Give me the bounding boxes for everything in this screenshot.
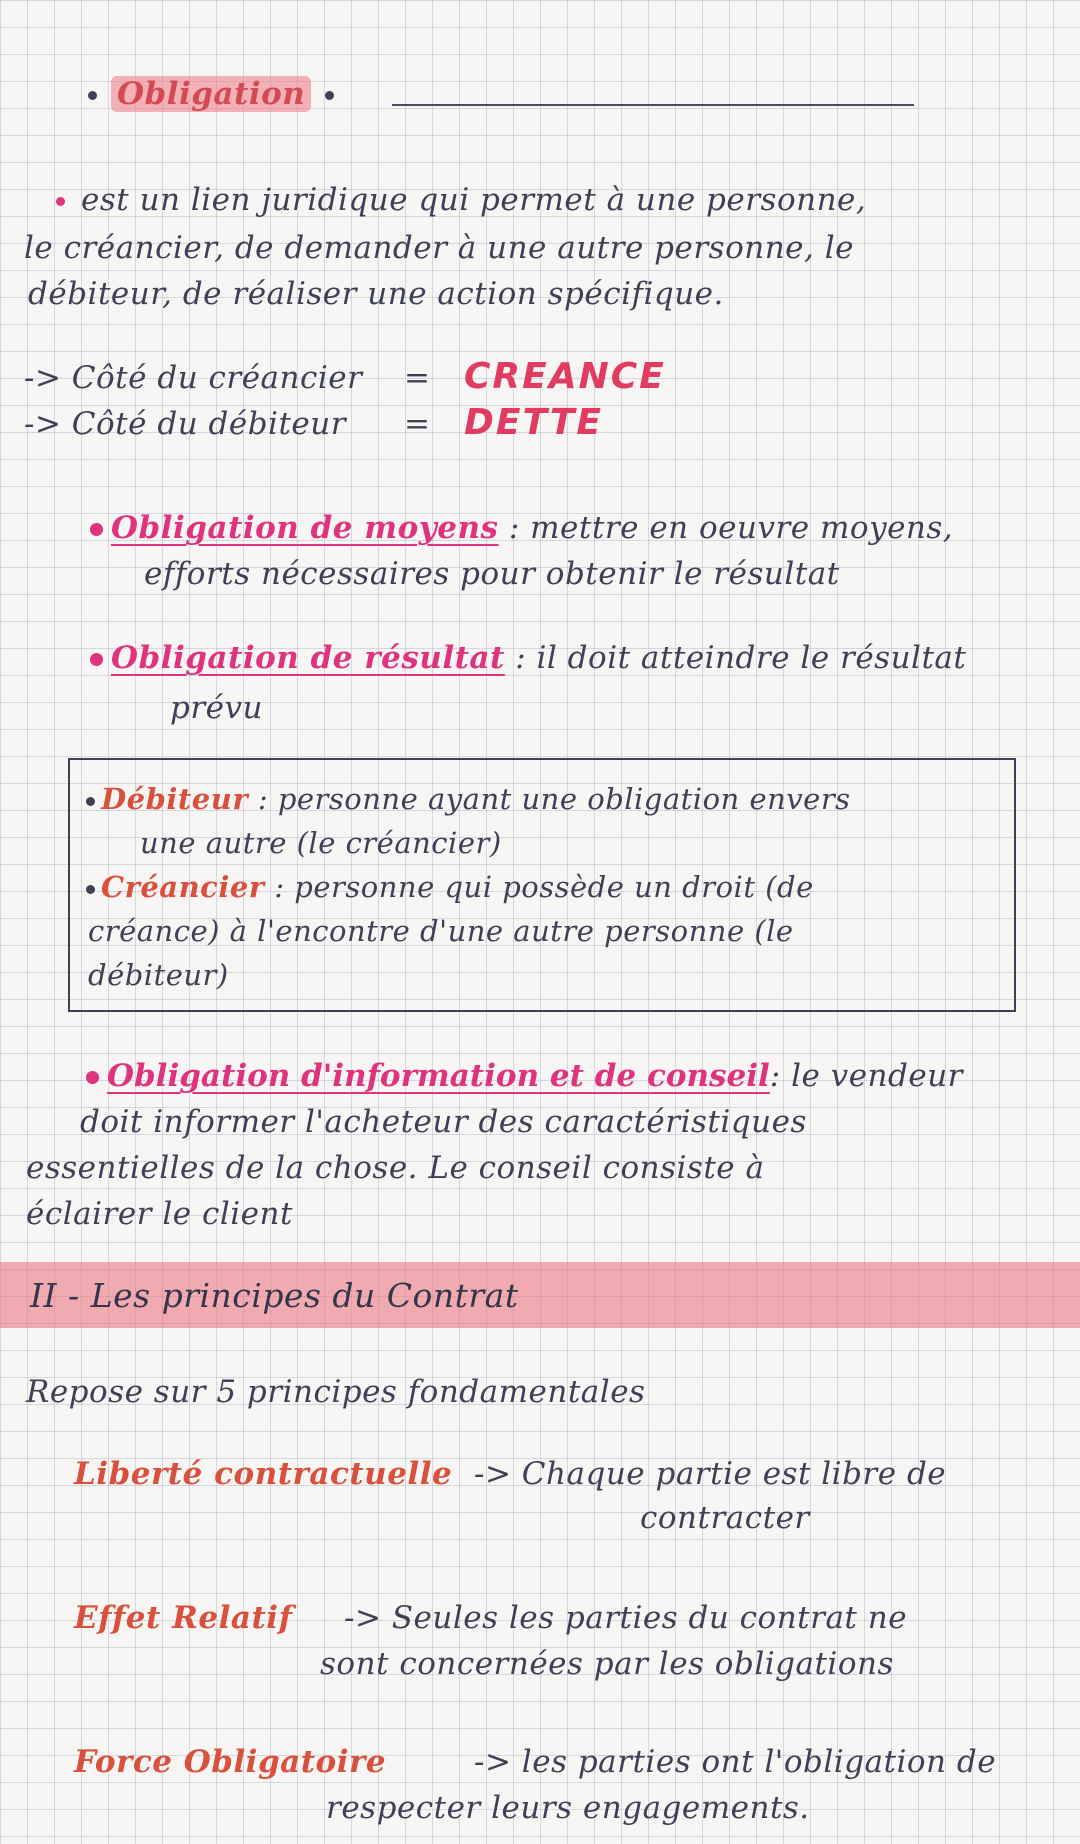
- bullet-icon: [86, 885, 95, 894]
- moyens-line-1: Obligation de moyens : mettre en oeuvre moyens,: [90, 510, 953, 546]
- moyens-term: Obligation de moyens: [111, 510, 499, 546]
- information-line-1: Obligation d'information et de conseil: le vendeur: [86, 1058, 963, 1094]
- debiteur-term: Débiteur: [101, 782, 249, 816]
- bullet-icon: [86, 797, 95, 806]
- definition-line-2: le créancier, de demander à une autre personne, le: [24, 230, 854, 266]
- principle-liberte-line-1: Liberté contractuelle -> Chaque partie est libre de: [74, 1456, 947, 1492]
- principle-force-line-2: respecter leurs engagements.: [326, 1790, 810, 1826]
- bullet-icon: [90, 653, 103, 666]
- principle-term: Liberté contractuelle: [74, 1456, 453, 1492]
- principle-liberte-line-2: contracter: [640, 1500, 810, 1536]
- bullet-icon: [90, 523, 103, 536]
- moyens-line-2: efforts nécessaires pour obtenir le résultat: [144, 556, 840, 592]
- information-line-3: essentielles de la chose. Le conseil consiste à: [26, 1150, 765, 1186]
- dette-value: DETTE: [464, 402, 604, 443]
- principle-force-line-1: Force Obligatoire -> les parties ont l'obligation de: [74, 1744, 997, 1780]
- creance-value: CREANCE: [464, 356, 666, 397]
- heading-rule: [392, 104, 914, 106]
- obligation-heading: [88, 76, 348, 112]
- creancier-line-2: créance) à l'encontre d'une autre personne (le: [88, 914, 794, 948]
- resultat-line-1: Obligation de résultat : il doit atteindre le résultat: [90, 640, 966, 676]
- debiteur-line-1: Débiteur : personne ayant une obligation envers: [86, 782, 851, 816]
- principles-intro: Repose sur 5 principes fondamentales: [26, 1374, 646, 1410]
- section-2-title: II - Les principes du Contrat: [30, 1276, 519, 1315]
- creancier-line-1: Créancier : personne qui possède un droit (de: [86, 870, 814, 904]
- creancier-line-3: débiteur): [88, 958, 229, 992]
- heading-term: Obligation: [111, 76, 311, 112]
- principle-effet-line-1: Effet Relatif -> Seules les parties du contrat ne: [74, 1600, 908, 1636]
- side-creancier: -> Côté du créancier = CREANCE: [24, 356, 666, 397]
- bullet-icon: [325, 91, 334, 100]
- debiteur-line-2: une autre (le créancier): [140, 826, 502, 860]
- information-term: Obligation d'information et de conseil: [107, 1058, 770, 1094]
- side-debiteur: -> Côté du débiteur = DETTE: [24, 402, 604, 443]
- principle-effet-line-2: sont concernées par les obligations: [320, 1646, 894, 1682]
- information-line-4: éclairer le client: [26, 1196, 293, 1232]
- creancier-term: Créancier: [101, 870, 265, 904]
- bullet-icon: [86, 1071, 99, 1084]
- resultat-term: Obligation de résultat: [111, 640, 505, 676]
- bullet-icon: [88, 91, 97, 100]
- definition-line-3: débiteur, de réaliser une action spécifique.: [28, 276, 724, 312]
- principle-term: Effet Relatif: [74, 1600, 293, 1636]
- information-line-2: doit informer l'acheteur des caractéristiques: [80, 1104, 807, 1140]
- bullet-icon: [56, 197, 65, 206]
- definition-line-1: est un lien juridique qui permet à une personne,: [56, 182, 866, 218]
- principle-term: Force Obligatoire: [74, 1744, 387, 1780]
- resultat-line-2: prévu: [170, 690, 263, 726]
